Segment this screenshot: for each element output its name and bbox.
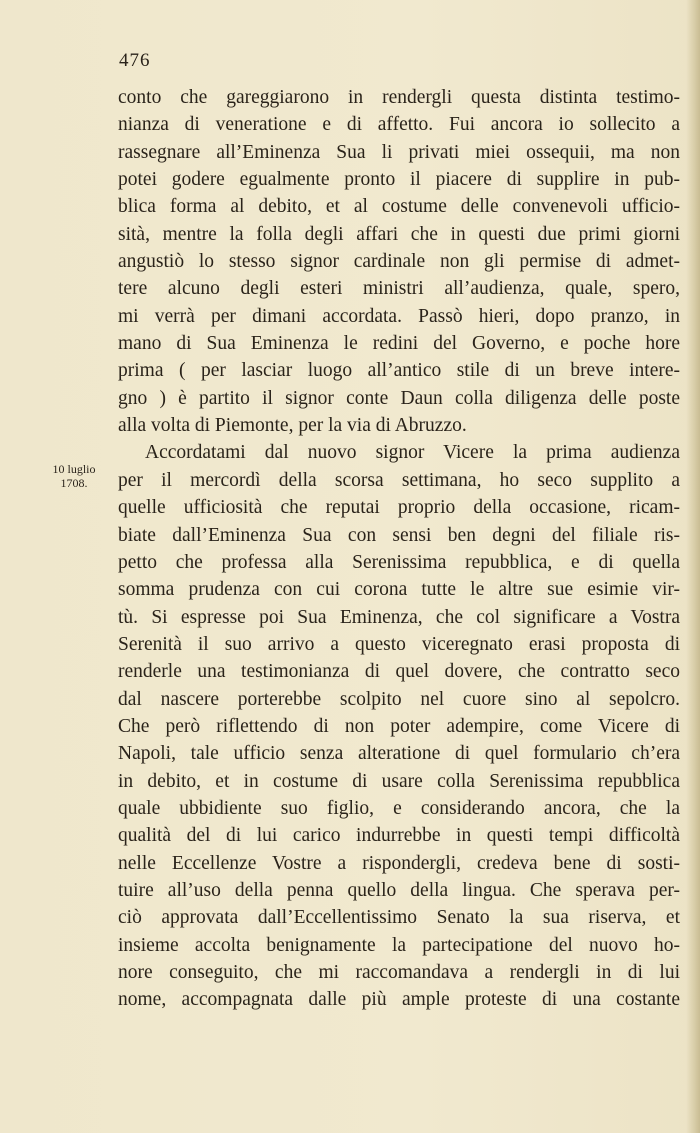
text-line: mi verrà per dimani accordata. Passò hieri, dopo pranzo, in bbox=[118, 305, 680, 327]
margin-note-day: 10 luglio bbox=[52, 462, 96, 476]
text-line: somma prudenza con cui corona tutte le altre sue esimie vir- bbox=[118, 579, 680, 601]
text-line: qualità del di lui carico indurrebbe in questi tempi difficoltà bbox=[118, 825, 680, 847]
text-line: prima ( per lasciar luogo all’antico stile di un breve intere- bbox=[118, 360, 680, 382]
text-line: Che però riflettendo di non poter adempire, come Vicere di bbox=[118, 715, 680, 737]
text-line: in debito, et in costume di usare colla Serenissima repubblica bbox=[118, 770, 680, 792]
text-line: biate dall’Eminenza Sua con sensi ben degni del filiale ris- bbox=[118, 524, 680, 546]
text-line: mano di Sua Eminenza le redini del Governo, e poche hore bbox=[118, 333, 680, 355]
body-text bbox=[118, 84, 680, 1014]
text-line: nore conseguito, che mi raccomandava a rendergli in di lui bbox=[118, 962, 680, 983]
text-line: renderle una testimonianza di quel dovere, che contratto seco bbox=[118, 661, 680, 683]
page-edge-shadow bbox=[686, 0, 700, 1133]
text-line: angustiò lo stesso signor cardinale non gli permise di admet- bbox=[118, 251, 680, 273]
text-line: tere alcuno degli esteri ministri all’audienza, quale, spero, bbox=[118, 278, 680, 300]
text-line: gno ) è partito il signor conte Daun colla diligenza delle poste bbox=[118, 387, 680, 409]
text-line: Napoli, tale ufficio senza alteratione di quel formulario ch’era bbox=[118, 743, 680, 765]
margin-note-date bbox=[44, 462, 104, 490]
text-line: nome, accompagnata dalle più ample proteste di una costante bbox=[118, 989, 680, 1011]
text-line: nianza di veneratione e di affetto. Fui ancora io sollecito a bbox=[118, 114, 680, 136]
text-line: sità, mentre la folla degli affari che in questi due primi giorni bbox=[118, 223, 680, 245]
text-line: rassegnare all’Eminenza Sua li privati miei ossequii, ma non bbox=[118, 141, 680, 163]
text-line: tuire all’uso della penna quello della lingua. Che sperava per- bbox=[118, 879, 680, 901]
text-line: Serenità il suo arrivo a questo viceregnato erasi proposta di bbox=[118, 633, 680, 655]
text-line: dal nascere porterebbe scolpito nel cuore sino al sepolcro. bbox=[118, 688, 680, 710]
text-line: ciò approvata dall’Eccellentissimo Senato la sua riserva, et bbox=[118, 907, 680, 929]
text-line: petto che professa alla Serenissima repubblica, e di quella bbox=[118, 551, 680, 573]
text-line: potei godere egualmente pronto il piacere di supplire in pub- bbox=[118, 169, 680, 191]
margin-note-year: 1708. bbox=[60, 476, 88, 490]
text-line: nelle Eccellenze Vostre a rispondergli, credeva bene di sosti- bbox=[118, 852, 680, 874]
text-line: Accordatami dal nuovo signor Vicere la prima audienza bbox=[145, 442, 680, 464]
text-line: tù. Si espresse poi Sua Eminenza, che col significare a Vostra bbox=[118, 606, 680, 628]
text-line: conto che gareggiarono in rendergli questa distinta testimo- bbox=[118, 87, 680, 108]
text-line: insieme accolta benignamente la partecipatione del nuovo ho- bbox=[118, 934, 680, 956]
text-line: per il mercordì della scorsa settimana, ho seco supplito a bbox=[118, 469, 680, 491]
text-line: alla volta di Piemonte, per la via di Abruzzo. bbox=[118, 415, 467, 437]
text-line: quale ubbidiente suo figlio, e considerando ancora, che la bbox=[118, 797, 680, 819]
text-line: blica forma al debito, et al costume delle convenevoli ufficio- bbox=[118, 196, 680, 218]
page-number: 476 bbox=[119, 50, 151, 71]
text-line: quelle ufficiosità che reputai proprio della occasione, ricam- bbox=[118, 497, 680, 519]
